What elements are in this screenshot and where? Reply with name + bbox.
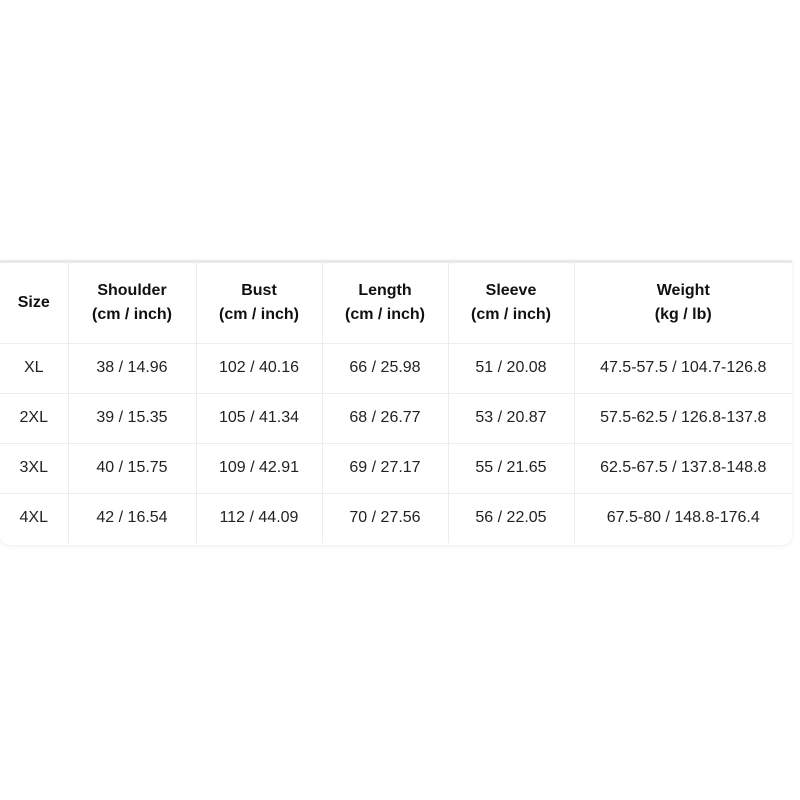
cell-sleeve: 56 / 22.05 [448,493,574,543]
cell-sleeve: 55 / 21.65 [448,443,574,493]
header-size [0,263,68,343]
header-sleeve-label: Sleeve [485,281,537,299]
header-weight-unit: (kg / lb) [654,305,712,323]
header-shoulder [68,263,196,343]
size-chart-container [0,260,792,545]
table-body [0,343,792,543]
cell-weight: 67.5-80 / 148.8-176.4 [606,509,760,527]
cell-size: XL [0,343,68,393]
cell-sleeve: 53 / 20.87 [448,393,574,443]
header-length-unit: (cm / inch) [344,305,425,323]
cell-shoulder: 40 / 15.75 [68,443,196,493]
header-size-label: Size [17,293,50,311]
table-row [0,443,792,493]
table-row [0,393,792,443]
cell-size: 2XL [0,393,68,443]
cell-weight: 62.5-67.5 / 137.8-148.8 [574,443,792,493]
header-sleeve [448,263,574,343]
cell-shoulder: 38 / 14.96 [68,343,196,393]
header-bust [196,263,322,343]
size-chart-table [0,263,792,543]
header-sleeve-unit: (cm / inch) [470,305,551,323]
cell-length: 70 / 27.56 [322,493,448,543]
cell-bust: 109 / 42.91 [196,443,322,493]
cell-length: 68 / 26.77 [322,393,448,443]
header-bust-label: Bust [241,281,277,299]
header-length [322,263,448,343]
table-row [0,493,792,543]
cell-bust: 105 / 41.34 [196,393,322,443]
cell-bust: 112 / 44.09 [196,493,322,543]
header-shoulder-unit: (cm / inch) [91,305,172,323]
cell-weight: 57.5-62.5 / 126.8-137.8 [574,393,792,443]
cell-shoulder: 42 / 16.54 [68,493,196,543]
header-bust-unit: (cm / inch) [218,305,299,323]
cell-size: 4XL [0,493,68,543]
cell-shoulder: 39 / 15.35 [68,393,196,443]
cell-bust: 102 / 40.16 [196,343,322,393]
cell-length: 66 / 25.98 [322,343,448,393]
table-row [0,343,792,393]
cell-sleeve: 51 / 20.08 [448,343,574,393]
table-header [0,263,792,343]
cell-weight: 47.5-57.5 / 104.7-126.8 [574,343,792,393]
header-shoulder-label: Shoulder [97,281,167,299]
cell-length: 69 / 27.17 [322,443,448,493]
header-row [0,263,792,343]
header-length-label: Length [358,281,412,299]
cell-size: 3XL [0,443,68,493]
header-weight [574,263,792,343]
header-weight-label: Weight [656,281,710,299]
